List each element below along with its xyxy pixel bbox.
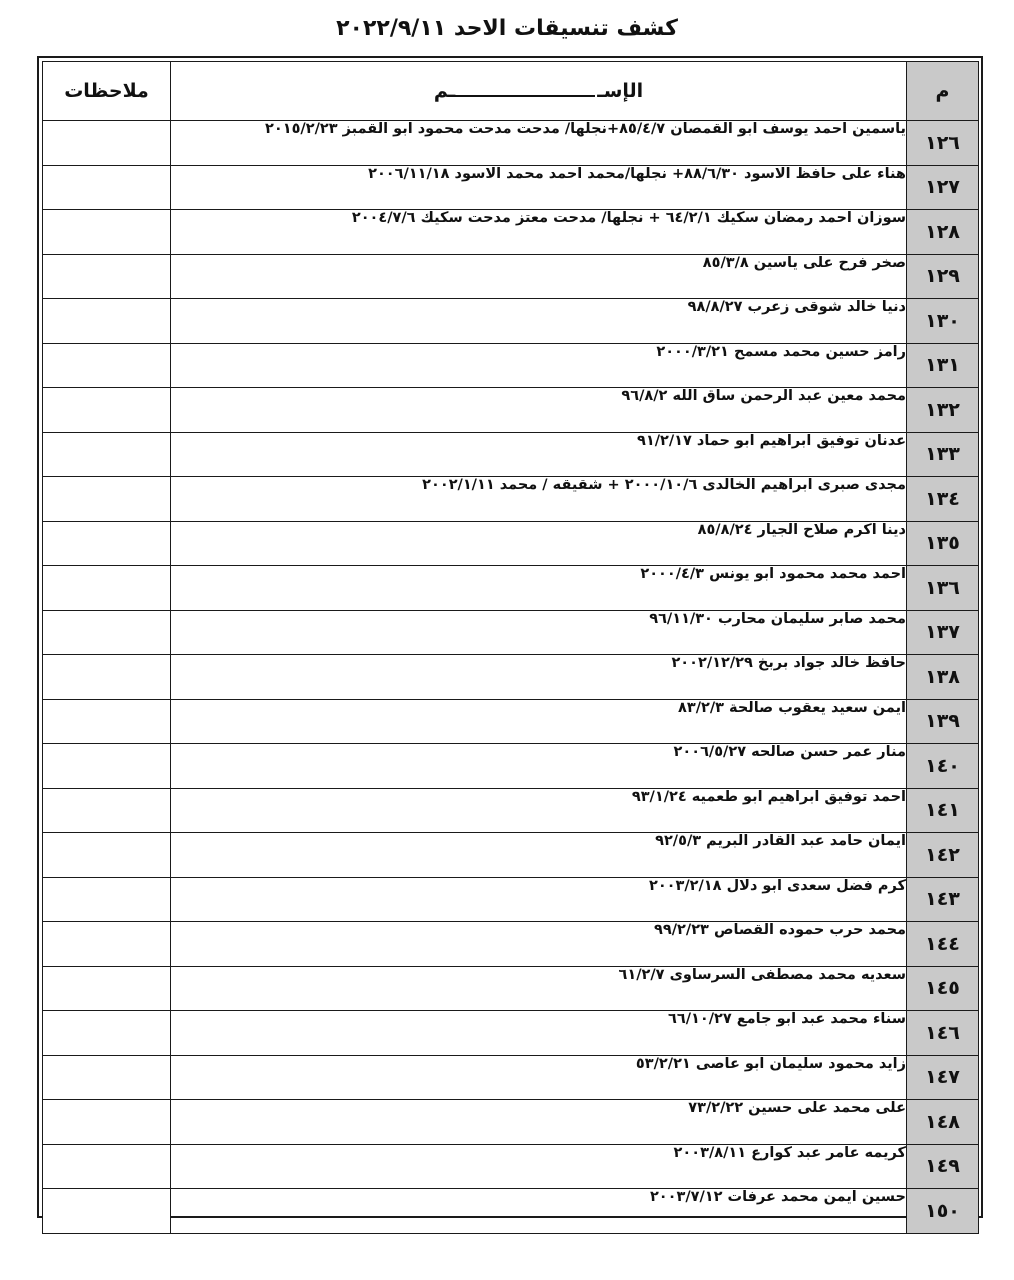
table-row (43, 610, 979, 655)
row-name: مجدى صبرى ابراهيم الخالدى ٢٠٠٠/١٠/٦ + شقيقه / محمد ٢٠٠٢/١/١١ (171, 477, 907, 522)
roster-sheet (37, 56, 983, 1222)
row-number: ١٣٦ (907, 566, 979, 611)
row-notes (43, 1055, 171, 1100)
row-number: ١٣٨ (907, 655, 979, 700)
row-name: سوزان احمد رمضان سكيك ٦٤/٢/١ + نجلها/ مدحت معتز مدحت سكيك ٢٠٠٤/٧/٦ (171, 210, 907, 255)
row-notes (43, 343, 171, 388)
table-row (43, 566, 979, 611)
row-name: كريمه عامر عبد كوارع ٢٠٠٣/٨/١١ (171, 1144, 907, 1189)
table-row (43, 966, 979, 1011)
row-notes (43, 254, 171, 299)
row-notes (43, 121, 171, 166)
row-name: على محمد على حسين ٧٣/٢/٢٢ (171, 1100, 907, 1145)
table-header-row (43, 62, 979, 121)
row-name: منار عمر حسن صالحه ٢٠٠٦/٥/٢٧ (171, 744, 907, 789)
row-number: ١٣٢ (907, 388, 979, 433)
row-notes (43, 566, 171, 611)
row-notes (43, 210, 171, 255)
row-notes (43, 1100, 171, 1145)
row-notes (43, 477, 171, 522)
table-row (43, 388, 979, 433)
table-row (43, 121, 979, 166)
row-name: سناء محمد عبد ابو جامع ٦٦/١٠/٢٧ (171, 1011, 907, 1056)
table-row (43, 655, 979, 700)
table-row (43, 210, 979, 255)
table-row (43, 254, 979, 299)
header-name-tail: ـم (433, 80, 456, 102)
row-notes (43, 788, 171, 833)
row-name: ياسمين احمد يوسف ابو القمصان ٨٥/٤/٧+نجلها/ مدحت مدحت محمود ابو القمبز ٢٠١٥/٢/٢٣ (171, 121, 907, 166)
row-number: ١٤٦ (907, 1011, 979, 1056)
row-number: ١٣٧ (907, 610, 979, 655)
table-row (43, 744, 979, 789)
row-number: ١٢٨ (907, 210, 979, 255)
row-number: ١٣٥ (907, 521, 979, 566)
table-row (43, 1189, 979, 1234)
row-name: ايمان حامد عبد القادر البريم ٩٢/٥/٣ (171, 833, 907, 878)
table-row (43, 699, 979, 744)
header-name (171, 62, 907, 121)
header-name-label: الإسـ (597, 80, 644, 102)
row-number: ١٤٠ (907, 744, 979, 789)
row-name: هناء على حافظ الاسود ٨٨/٦/٣٠+ نجلها/محمد احمد محمد الاسود ٢٠٠٦/١١/١٨ (171, 165, 907, 210)
row-name: دنيا خالد شوقى زعرب ٩٨/٨/٢٧ (171, 299, 907, 344)
table-row (43, 922, 979, 967)
row-notes (43, 922, 171, 967)
row-name: سعديه محمد مصطفى السرساوى ٦١/٢/٧ (171, 966, 907, 1011)
row-number: ١٤٧ (907, 1055, 979, 1100)
table-row (43, 165, 979, 210)
row-notes (43, 610, 171, 655)
row-number: ١٤١ (907, 788, 979, 833)
row-notes (43, 833, 171, 878)
row-notes (43, 388, 171, 433)
row-number: ١٣٠ (907, 299, 979, 344)
row-name: عدنان توفيق ابراهيم ابو حماد ٩١/٢/١٧ (171, 432, 907, 477)
row-name: احمد محمد محمود ابو يونس ٢٠٠٠/٤/٣ (171, 566, 907, 611)
row-notes (43, 165, 171, 210)
row-number: ١٣٣ (907, 432, 979, 477)
table-row (43, 833, 979, 878)
row-name: دينا اكرم صلاح الجيار ٨٥/٨/٢٤ (171, 521, 907, 566)
row-notes (43, 521, 171, 566)
row-number: ١٤٢ (907, 833, 979, 878)
table-row (43, 1100, 979, 1145)
row-number: ١٣٤ (907, 477, 979, 522)
row-notes (43, 299, 171, 344)
table-row (43, 1055, 979, 1100)
page-title: كشف تنسيقات الاحد ٢٠٢٢/٩/١١ (336, 16, 678, 41)
table-row (43, 343, 979, 388)
row-name: احمد توفيق ابراهيم ابو طعميه ٩٣/١/٢٤ (171, 788, 907, 833)
table-row (43, 432, 979, 477)
row-notes (43, 699, 171, 744)
row-name: محمد صابر سليمان محارب ٩٦/١١/٣٠ (171, 610, 907, 655)
row-notes (43, 877, 171, 922)
table-row (43, 1144, 979, 1189)
row-number: ١٤٤ (907, 922, 979, 967)
row-name: محمد حرب حموده القصاص ٩٩/٢/٢٣ (171, 922, 907, 967)
row-number: ١٣٩ (907, 699, 979, 744)
row-number: ١٤٩ (907, 1144, 979, 1189)
row-notes (43, 432, 171, 477)
row-name: حافظ خالد جواد بربخ ٢٠٠٢/١٢/٢٩ (171, 655, 907, 700)
row-name: رامز حسين محمد مسمح ٢٠٠٠/٣/٢١ (171, 343, 907, 388)
row-number: ١٤٥ (907, 966, 979, 1011)
row-number: ١٥٠ (907, 1189, 979, 1234)
row-name: ايمن سعيد يعقوب صالحة ٨٣/٢/٣ (171, 699, 907, 744)
row-notes (43, 966, 171, 1011)
table-row (43, 1011, 979, 1056)
row-number: ١٤٨ (907, 1100, 979, 1145)
table-body (43, 121, 979, 1234)
row-name: محمد معين عبد الرحمن ساق الله ٩٦/٨/٢ (171, 388, 907, 433)
row-number: ١٣١ (907, 343, 979, 388)
row-notes (43, 655, 171, 700)
table-row (43, 877, 979, 922)
row-name: صخر فرح على ياسين ٨٥/٣/٨ (171, 254, 907, 299)
row-number: ١٤٣ (907, 877, 979, 922)
row-name: كرم فضل سعدى ابو دلال ٢٠٠٣/٢/١٨ (171, 877, 907, 922)
table-row (43, 521, 979, 566)
row-number: ١٢٧ (907, 165, 979, 210)
table-row (43, 477, 979, 522)
header-number: م (907, 62, 979, 121)
table-row (43, 299, 979, 344)
row-number: ١٢٦ (907, 121, 979, 166)
table-row (43, 788, 979, 833)
row-number: ١٢٩ (907, 254, 979, 299)
row-notes (43, 1011, 171, 1056)
row-notes (43, 1144, 171, 1189)
header-notes: ملاحظات (43, 62, 171, 121)
roster-table (42, 61, 979, 1234)
row-notes (43, 744, 171, 789)
row-name: زايد محمود سليمان ابو عاصى ٥٣/٢/٢١ (171, 1055, 907, 1100)
row-notes (43, 1189, 171, 1234)
row-name: حسين ايمن محمد عرفات ٢٠٠٣/٧/١٢ (171, 1189, 907, 1234)
header-name-rule (455, 95, 595, 97)
